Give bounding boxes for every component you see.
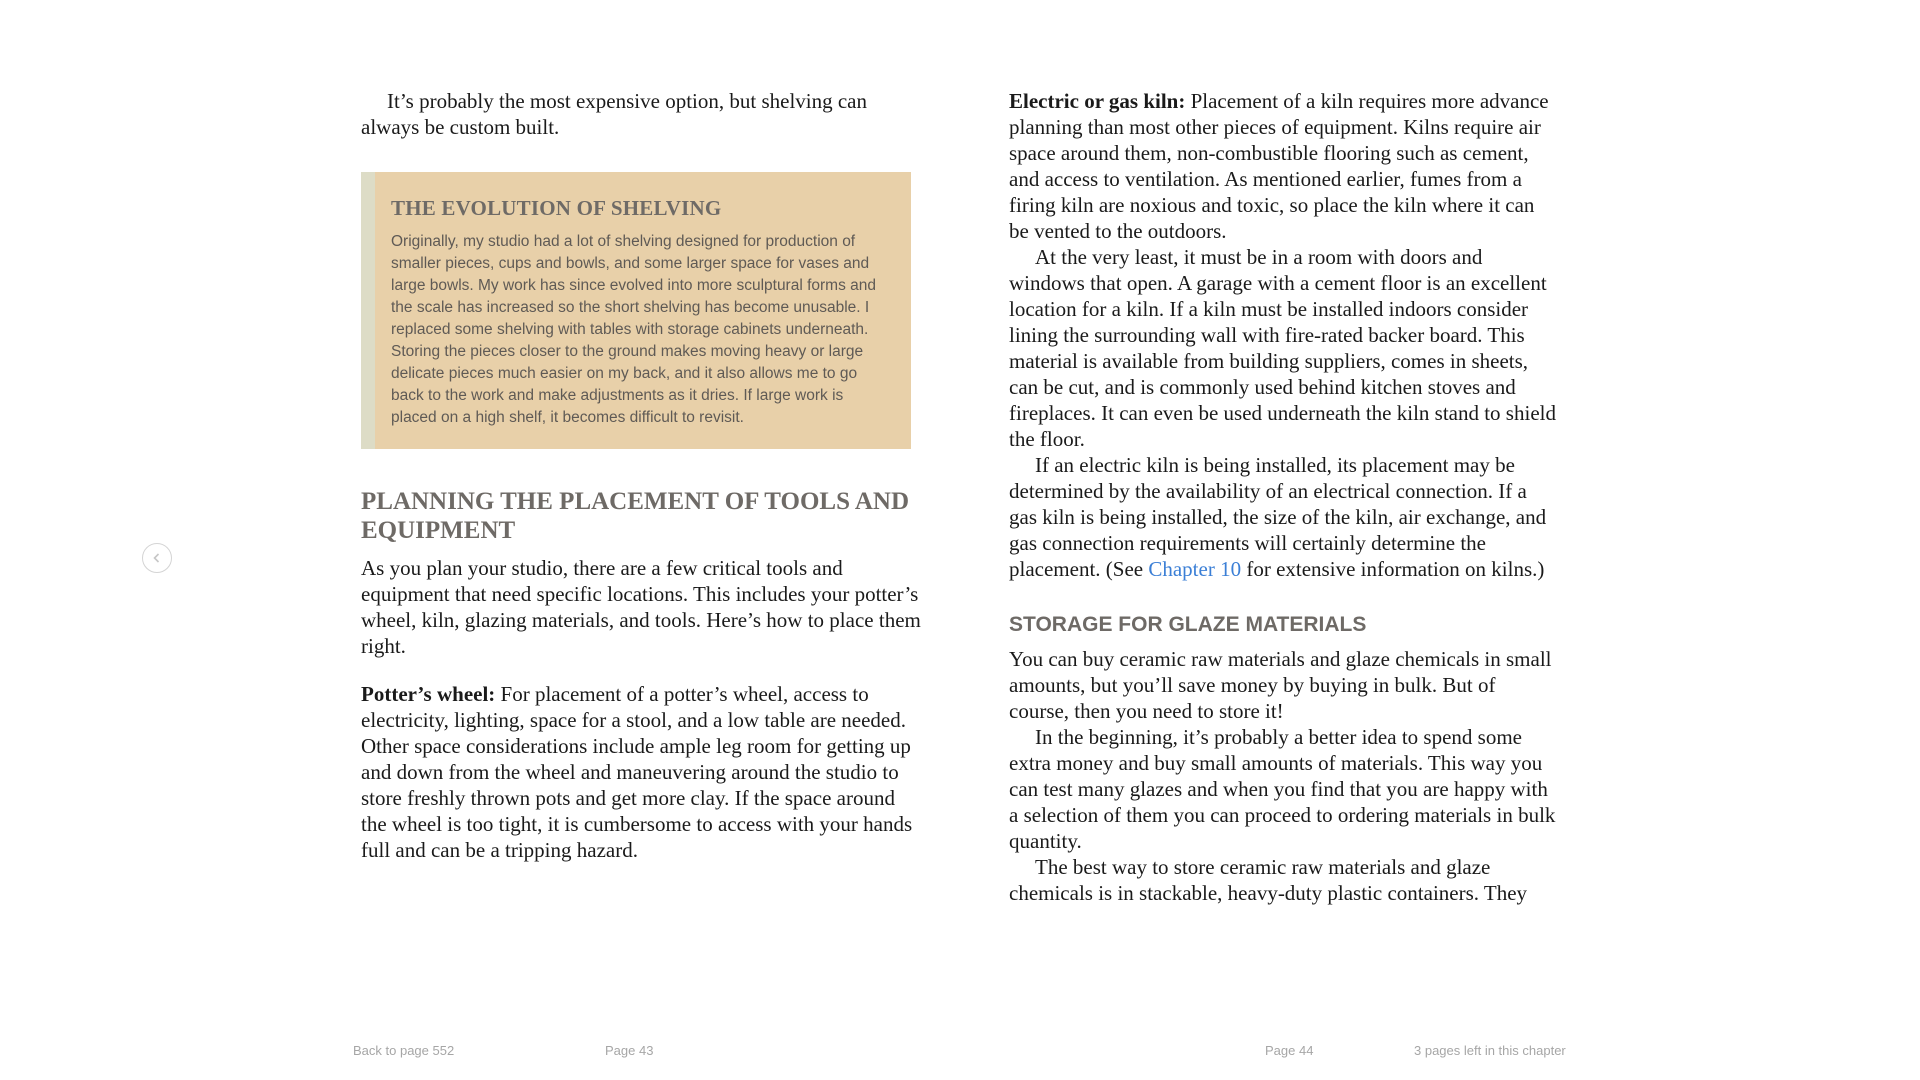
back-to-page-link[interactable]: Back to page 552 [353, 1043, 455, 1058]
right-page [1009, 88, 1559, 906]
storage-paragraph-2: In the beginning, it’s probably a better idea to spend some extra money and buy small amounts of materials. This way you can test many glazes and when you find that you are happy with a selection of them you can proceed to ordering materials in bulk quantity. [1009, 725, 1556, 853]
intro-paragraph: It’s probably the most expensive option, but shelving can always be custom built. [361, 89, 868, 139]
previous-page-button[interactable] [142, 543, 172, 573]
kiln-p3-after: for extensive information on kilns.) [1241, 557, 1545, 581]
left-page-number: Page 43 [605, 1043, 654, 1058]
wheel-paragraph [361, 681, 921, 863]
chevron-left-icon [151, 552, 163, 564]
storage-paragraph-1: You can buy ceramic raw materials and glaze chemicals in small amounts, but you’ll save money by buying in bulk. But of course, then you need to store it! [1009, 647, 1552, 723]
kiln-p3-before: If an electric kiln is being installed, its placement may be determined by the availability of an electrical connection. If a gas kiln is being installed, the size of the kiln, air exchange, and gas connection requirements will certainly determine the placement. (See [1009, 453, 1547, 581]
storage-paragraph-3: The best way to store ceramic raw materials and glaze chemicals is in stackable, heavy-duty plastic containers. They [1009, 855, 1528, 905]
sidebar-title: THE EVOLUTION OF SHELVING [391, 196, 722, 220]
wheel-term: Potter’s wheel: [361, 682, 496, 706]
kiln-paragraph-2: At the very least, it must be in a room with doors and windows that open. A garage with a cement floor is an excellent location for a kiln. If a kiln must be installed indoors consider lining the surrounding wall with fire-rated backer board. This material is available from building suppliers, comes in sheets, can be cut, and is commonly used behind kitchen stoves and fireplaces. It can even be used underneath the kiln stand to shield the floor. [1009, 245, 1556, 451]
section-title: PLANNING THE PLACEMENT OF TOOLS AND EQUIPMENT [361, 488, 910, 544]
kiln-text: Placement of a kiln requires more advance planning than most other pieces of equipment. Kilns require air space around them, non-combustible flooring such as cement, and access to ventilation. As mentioned earlier, fumes from a firing kiln are noxious and toxic, so place the kiln where it can be vented to the outdoors. [1009, 89, 1549, 243]
right-page-number: Page 44 [1265, 1043, 1314, 1058]
section-intro: As you plan your studio, there are a few critical tools and equipment that need specific locations. This includes your potter’s wheel, kiln, glazing materials, and tools. Here’s how to place them right. [361, 556, 921, 658]
pages-left-in-chapter: 3 pages left in this chapter [1414, 1043, 1566, 1058]
chapter-10-link[interactable]: Chapter 10 [1148, 557, 1242, 581]
left-page [361, 88, 921, 863]
kiln-paragraph-3 [1009, 452, 1559, 582]
storage-title: STORAGE FOR GLAZE MATERIALS [1009, 613, 1367, 636]
sidebar-text: Originally, my studio had a lot of shelving designed for production of smaller pieces, cups and bowls, and some larger space for vases and large bowls. My work has since evolved into more sculptural forms and the scale has increased so the short shelving has become unusable. I replaced some shelving with tables with storage cabinets underneath. Storing the pieces closer to the ground makes moving heavy or large delicate pieces much easier on my back, and it also allows me to go back to the work and make adjustments as it dries. If large work is placed on a high shelf, it becomes difficult to revisit. [391, 233, 877, 426]
kiln-paragraph [1009, 88, 1559, 244]
sidebar-box [361, 172, 911, 449]
kiln-term: Electric or gas kiln: [1009, 89, 1186, 113]
wheel-text: For placement of a potter’s wheel, access to electricity, lighting, space for a stool, and a low table are needed. Other space considerations include ample leg room for getting up and down from the wheel and maneuvering around the studio to store freshly thrown pots and get more clay. If the space around the wheel is too tight, it is cumbersome to access with your hands full and can be a tripping hazard. [361, 682, 913, 862]
